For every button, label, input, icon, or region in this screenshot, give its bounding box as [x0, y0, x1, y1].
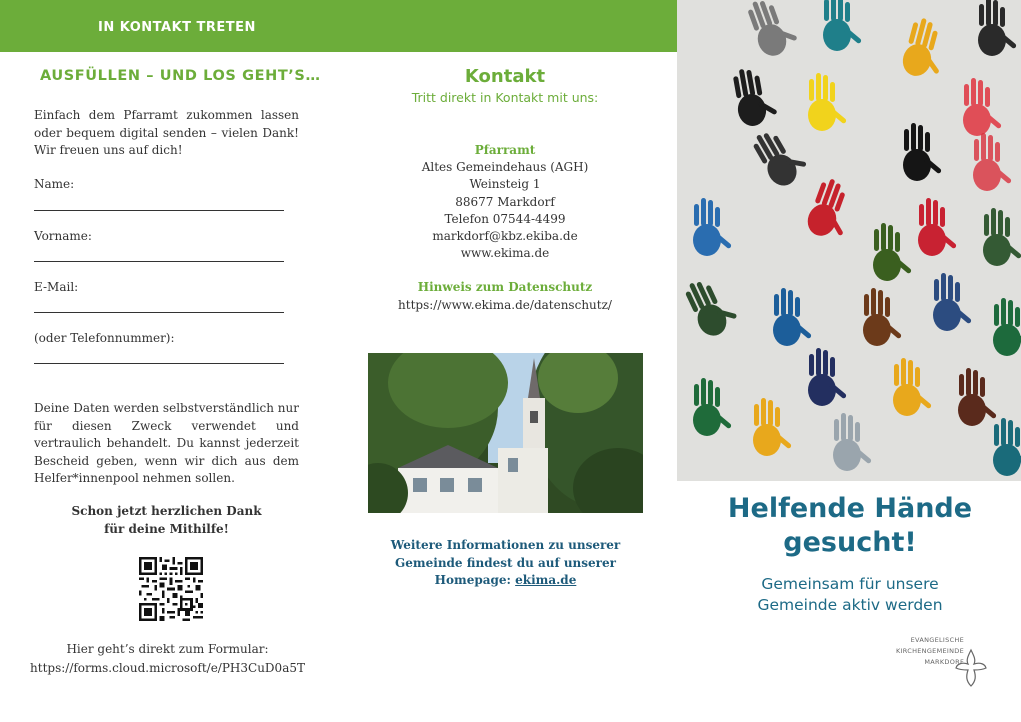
field-label: Name: [34, 177, 75, 191]
address-line: Altes Gemeindehaus (AGH) [421, 160, 589, 175]
cover-title-line-1: Helfende Hände [727, 493, 973, 524]
field-line [34, 312, 284, 313]
field-label: Vorname: [34, 229, 92, 243]
contact-subtitle: Tritt direkt in Kontakt mit uns: [411, 90, 599, 105]
more-info [388, 537, 623, 590]
field-line [34, 261, 284, 262]
cover-subtitle-line-2: Gemeinde aktiv werden [757, 596, 943, 614]
office-heading: Pfarramt [474, 143, 536, 157]
thanks-line-1: Schon jetzt herzlichen Dank [71, 504, 262, 518]
privacy-heading: Hinweis zum Datenschutz [417, 280, 593, 295]
field-line [34, 210, 284, 211]
address-line: 88677 Markdorf [455, 194, 555, 209]
logo-line-1: EVANGELISCHE [910, 636, 964, 644]
cross-icon [954, 648, 988, 688]
handprints-image [677, 0, 1021, 481]
website-link[interactable]: www.ekima.de [460, 246, 550, 261]
cover-title-line-2: gesucht! [783, 527, 917, 558]
church-photo [368, 353, 643, 513]
form-intro: Einfach dem Pfarramt zukommen lassen oder bequem digital senden – vielen Dank! Wir freuen uns auf dich! [34, 108, 299, 157]
privacy-note: Deine Daten werden selbstverständlich nur für diesen Zweck verwendet und vertraulich behandelt. Du kannst jederzeit Bescheid geben, wenn wir dich aus dem Helfer*innenpool nehmen sollen. [34, 401, 299, 485]
field-label: E-Mail: [34, 280, 79, 294]
contact-title: Kontakt [464, 66, 546, 87]
form-link-url[interactable]: https://forms.cloud.microsoft/e/PH3CuD0a5T [30, 660, 305, 675]
homepage-link[interactable]: ekima.de [515, 573, 577, 587]
contact-address [370, 142, 640, 314]
more-info-text: Weitere Informationen zu unserer Gemeinde findest du auf unserer Homepage: [390, 538, 621, 587]
header-label: IN KONTAKT TRETEN [98, 20, 256, 35]
header-bar [0, 0, 677, 52]
phone-line: Telefon 07544-4499 [444, 211, 566, 226]
address-line: Weinsteig 1 [469, 177, 541, 192]
cover-title [700, 492, 1000, 560]
form-link-label: Hier geht’s direkt zum Formular: [66, 642, 269, 656]
email-link[interactable]: markdorf@kbz.ekiba.de [432, 229, 578, 244]
church-logo [886, 634, 996, 690]
form-heading: AUSFÜLLEN – UND LOS GEHT’S… [40, 68, 321, 84]
logo-line-3: MARKDORF [924, 658, 964, 666]
field-phone[interactable] [34, 331, 284, 345]
form-link-block [20, 640, 315, 677]
field-label: (oder Telefonnummer): [34, 331, 175, 345]
cover-subtitle [700, 574, 1000, 616]
thanks-line-2: für deine Mithilfe! [104, 521, 229, 536]
field-name[interactable] [34, 177, 284, 191]
qr-code[interactable] [139, 557, 203, 621]
field-email[interactable] [34, 280, 284, 294]
logo-line-2: KIRCHENGEMEINDE [895, 647, 964, 655]
thanks-text [34, 503, 299, 538]
field-line [34, 363, 284, 364]
field-vorname[interactable] [34, 229, 284, 243]
cover-subtitle-line-1: Gemeinsam für unsere [761, 575, 939, 593]
privacy-link[interactable]: https://www.ekima.de/datenschutz/ [398, 297, 612, 312]
